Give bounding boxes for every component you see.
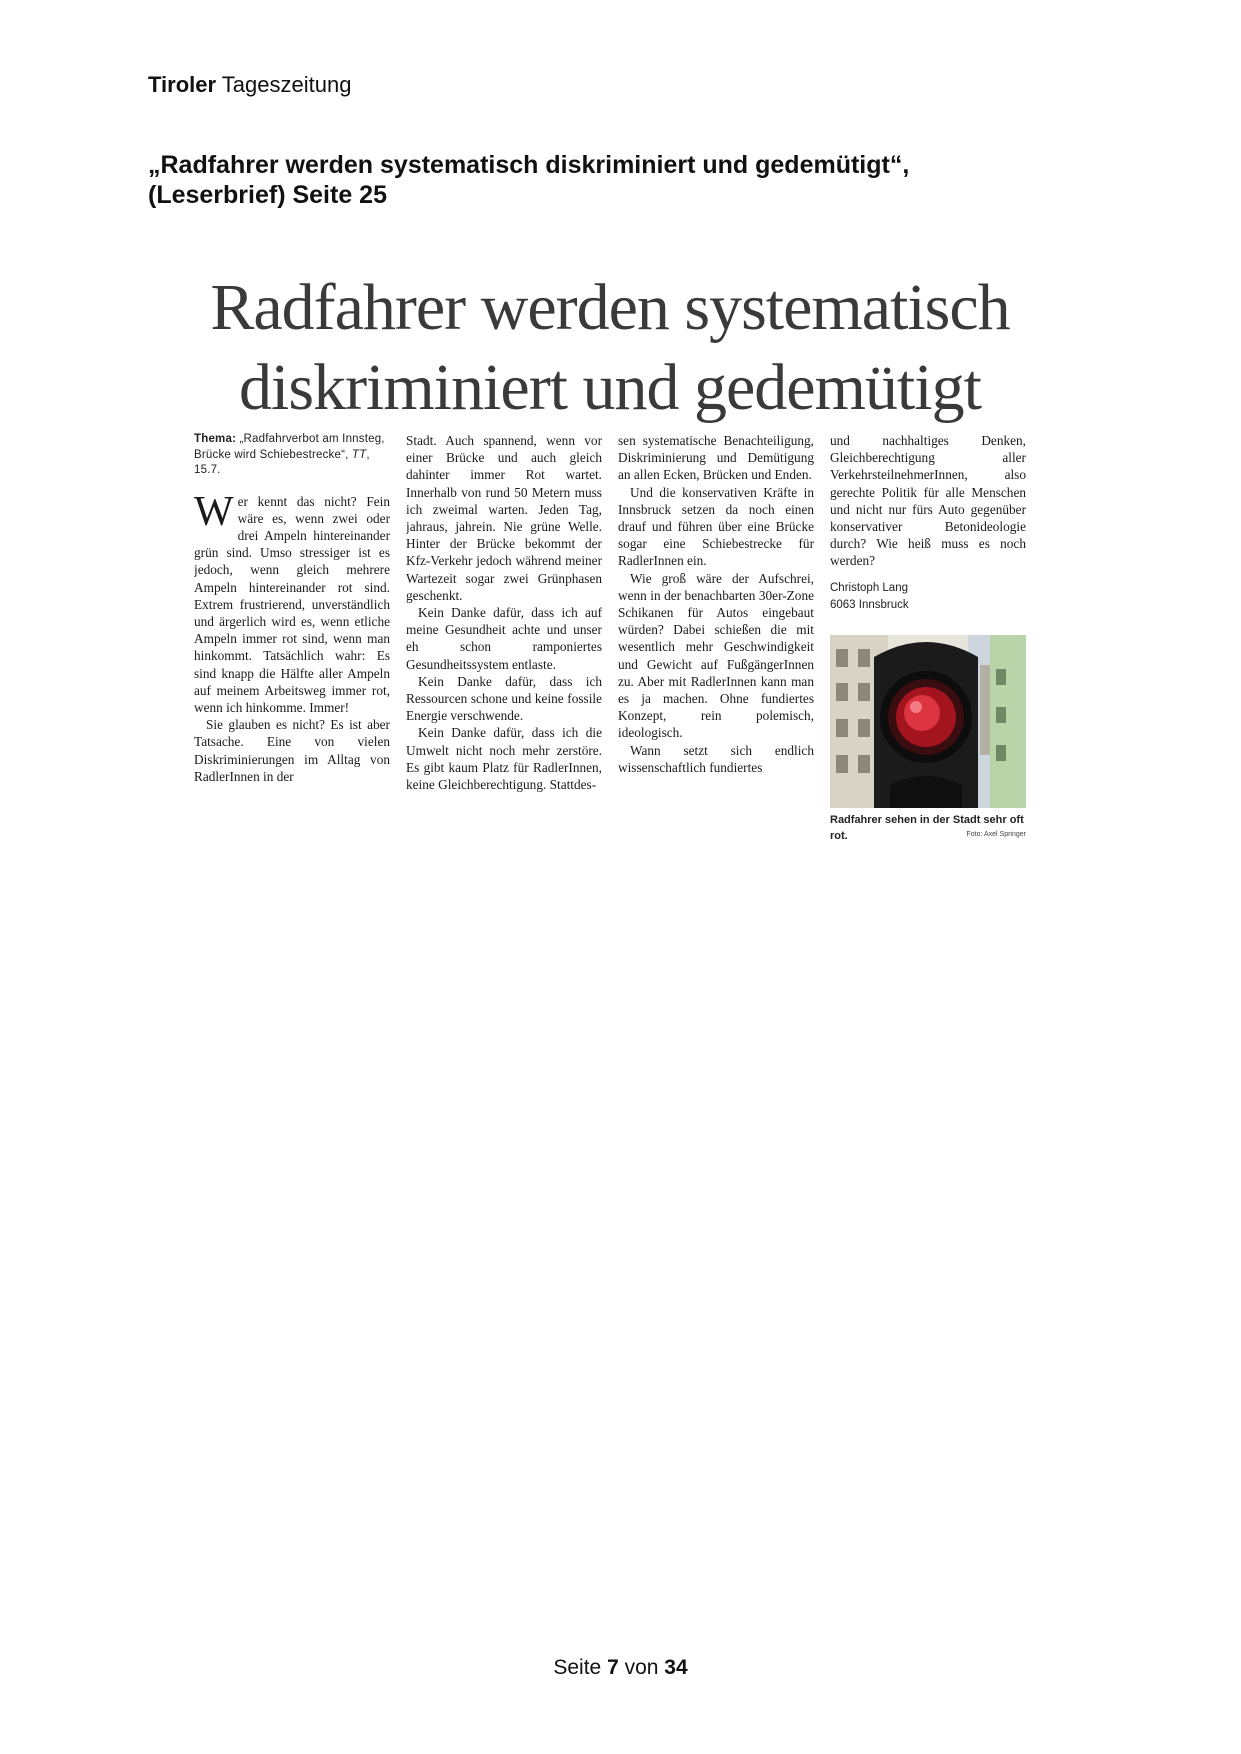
topic-text: „Radfahrverbot am Innsteg, Brücke wird Schiebestrecke“, [194,433,385,461]
photo-credit: Foto: Axel Springer [966,831,1026,838]
paragraph: Kein Danke dafür, dass ich die Umwelt nicht noch mehr zerstöre. Es gibt kaum Platz für RadlerInnen, keine Gleichberechtigung. Stattdes- [406,725,602,793]
photo-caption: Radfahrer sehen in der Stadt sehr oft rot. [830,814,1024,842]
document-title-line1: „Radfahrer werden systematisch diskriminiert und gedemütigt“, [148,151,910,179]
article-column-3 [618,432,814,852]
topic-reference [194,432,390,479]
article-headline [190,268,1030,428]
page-footer-middle: von [618,1656,665,1679]
topic-date: , 15.7. [194,448,370,476]
publication-name-rest: Tageszeitung [216,72,352,97]
document-title-line2: (Leserbrief) Seite 25 [148,181,387,209]
topic-source: TT [351,448,367,461]
author-location: 6063 Innsbruck [830,598,909,611]
author-signature [830,580,1026,614]
article-column-1 [194,432,390,852]
topic-label: Thema: [194,433,237,445]
traffic-light-photo [830,635,1026,808]
paragraph: Wie groß wäre der Aufschrei, wenn in der benachbarten 30er-Zone Schikanen für Autos eingebaut würden? Dabei schießen die mit wesentlich mehr Geschwindigkeit und Gewicht auf FußgängerInnen zu. Aber mit RadlerInnen kann man es ja machen. Ohne fundiertes Konzept, rein polemisch, ideologisch. [618,570,814,741]
paragraph [194,488,390,717]
paragraph: Wann setzt sich endlich wissenschaftlich fundiertes [618,742,814,775]
author-name: Christoph Lang [830,581,908,594]
traffic-light-image [830,635,1026,808]
paragraph: Kein Danke dafür, dass ich auf meine Gesundheit achte und unser eh schon ramponiertes Gesundheitssystem entlaste. [406,605,602,672]
document-title [148,150,1048,210]
paragraph: Sie glauben es nicht? Es ist aber Tatsache. Eine von vielen Diskriminierungen im Alltag von RadlerInnen in der [194,717,390,784]
paragraph: Kein Danke dafür, dass ich Ressourcen schone und keine fossile Energie verschwende. [406,673,602,724]
page-footer [0,1656,1241,1680]
total-page-count: 34 [664,1656,688,1679]
paragraph: sen systematische Benachteiligung, Diskriminierung und Demütigung an allen Ecken, Brücken und Enden. [618,433,814,483]
publication-header [148,72,351,98]
article-column-2 [406,432,602,852]
page-footer-prefix: Seite [553,1656,608,1679]
paragraph: Stadt. Auch spannend, wenn vor einer Brücke und auch gleich dahinter immer Rot wartet. Innerhalb von rund 50 Metern muss ich zweimal warten. Jeden Tag, jahraus, jahrein. Nie grüne Welle. Hinter der Brücke bekommt der Kfz-Verkehr jedoch während meiner Wartezeit sogar zwei Grünphasen geschenkt. [406,433,602,603]
headline-line1: Radfahrer werden systematisch [210,271,1010,344]
paragraph: Und die konservativen Kräfte in Innsbruck setzen da noch einen drauf und führen über eine Brücke sogar eine Schiebestrecke für RadlerInnen ein. [618,484,814,569]
paragraph-text: er kennt das nicht? Fein wäre es, wenn zwei oder drei Ampeln hintereinander grün sind. Umso stressiger ist es jedoch, wenn gleich mehrere Ampeln hintereinander rot sind. Extrem frustrierend, unverständlich und ärgerlich wird es, wenn etliche Ampeln immer rot sind, wenn man hinkommt. Tatsächlich wahr: Es sind knapp die Hälfte aller Ampeln auf meinem Arbeitsweg immer rot, wenn ich hinkomme. Immer! [194,493,390,715]
newspaper-clipping [190,268,1030,850]
drop-cap: W [194,488,234,535]
publication-name-bold: Tiroler [148,72,217,97]
paragraph: und nachhaltiges Denken, Gleichberechtigung aller VerkehrsteilnehmerInnen, also gerechte Politik für alle Menschen und nicht nur fürs Auto gegenüber konservativer Betonideologie durch? Wie heiß muss es noch werden? [830,433,1026,569]
current-page-number: 7 [607,1656,619,1679]
headline-line2: diskriminiert und gedemütigt [239,351,981,424]
